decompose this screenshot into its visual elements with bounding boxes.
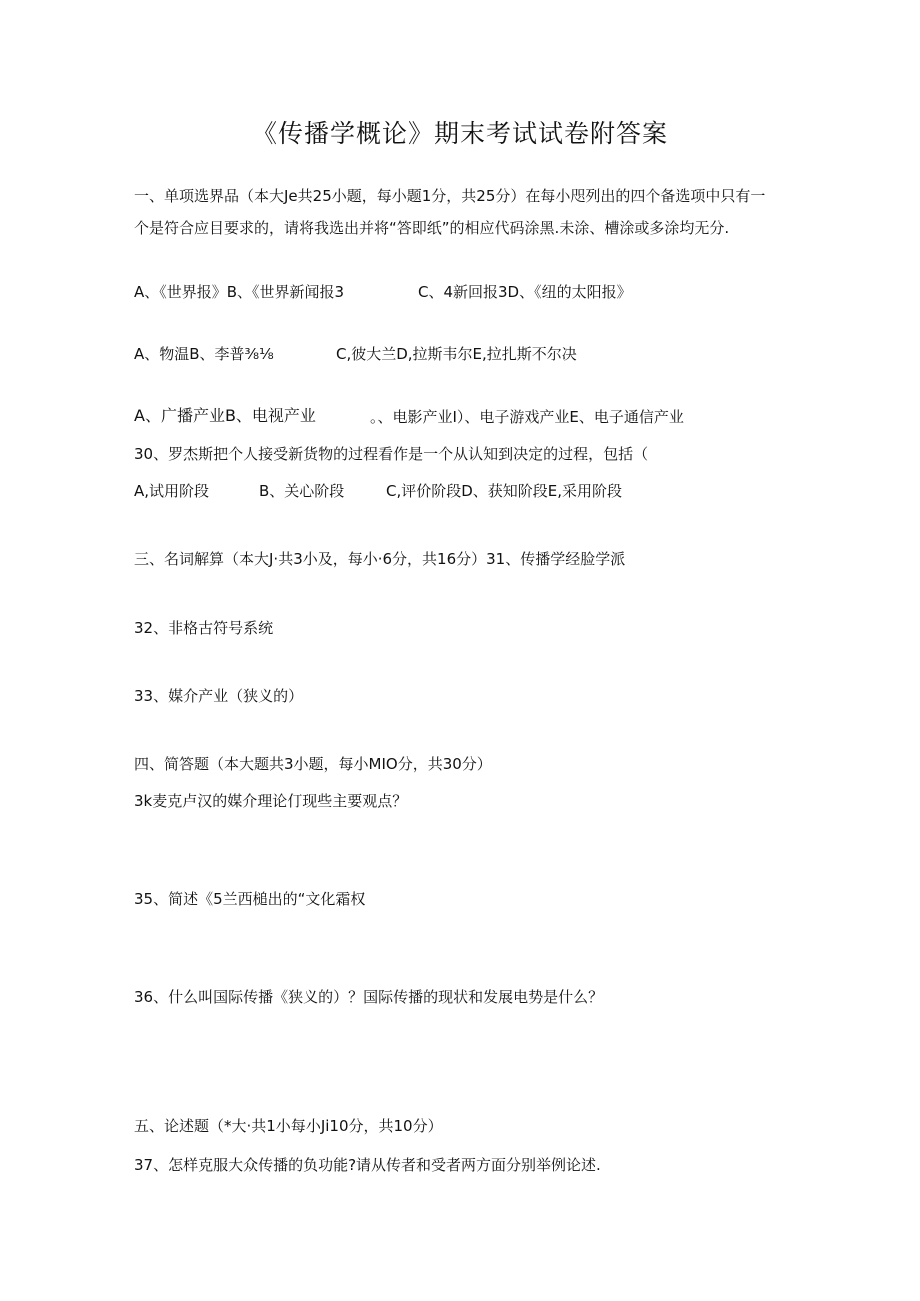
option-row-1b: C、4新回报3D、《纽的太阳报》 (418, 283, 632, 301)
option-row-3a: A、广播产业B、电视产业 (134, 406, 316, 425)
section-four-heading: 四、简答题（本大题共3小题，每小MIO分，共30分） (134, 755, 492, 773)
question-35: 35、简述《5兰西槌出的“文化霜权 (134, 890, 366, 908)
question-37: 37、怎样克服大众传播的负功能?请从传者和受者两方面分别举例论述. (134, 1156, 601, 1174)
option-row-2a: A、物温B、李普⅜⅛ (134, 345, 274, 363)
option-row-4b: B、关心阶段 (259, 482, 345, 500)
option-row-4a: A,试用阶段 (134, 482, 210, 500)
section-three-heading: 三、名词解算（本大J·共3小及，每小·6分，共16分）31、传播学经脸学派 (134, 550, 626, 568)
question-34: 3k麦克卢汉的媒介理论仃现些主要观点？ (134, 792, 408, 810)
section-one-instructions-line1: 一、单项选界品（本大Je共25小题，每小题1分，共25分）在每小咫列出的四个备选项中只有一 (134, 187, 766, 205)
question-33: 33、媒介产业（狭义的） (134, 687, 304, 705)
option-row-1a: A、《世界报》B、《世界新闻报3 (134, 283, 345, 301)
document-title: 《传播学概论》期末考试试卷附答案 (251, 119, 668, 148)
question-30: 30、罗杰斯把个人接受新货物的过程看作是一个从认知到决定的过程，包括（ (134, 445, 649, 463)
option-row-4c: C,评价阶段D、获知阶段E,采用阶段 (386, 482, 623, 500)
question-32: 32、非格古符号系统 (134, 619, 274, 637)
section-five-heading: 五、论述题（*大·共1小每小Ji10分，共10分） (134, 1117, 443, 1135)
question-36: 36、什么叫国际传播《狭义的）？国际传播的现状和发展电势是什么？ (134, 988, 604, 1006)
option-row-2b: C,彼大兰D,拉斯韦尔E,拉扎斯不尔决 (336, 345, 577, 363)
option-row-3b: 。、电影产业I）、电子游戏产业E、电子通信产业 (370, 408, 684, 426)
section-one-instructions-line2: 个是符合应目要求的，请将我选出并将“答即纸”的相应代码涂黑.未涂、槽涂或多涂均无分. (134, 219, 730, 237)
